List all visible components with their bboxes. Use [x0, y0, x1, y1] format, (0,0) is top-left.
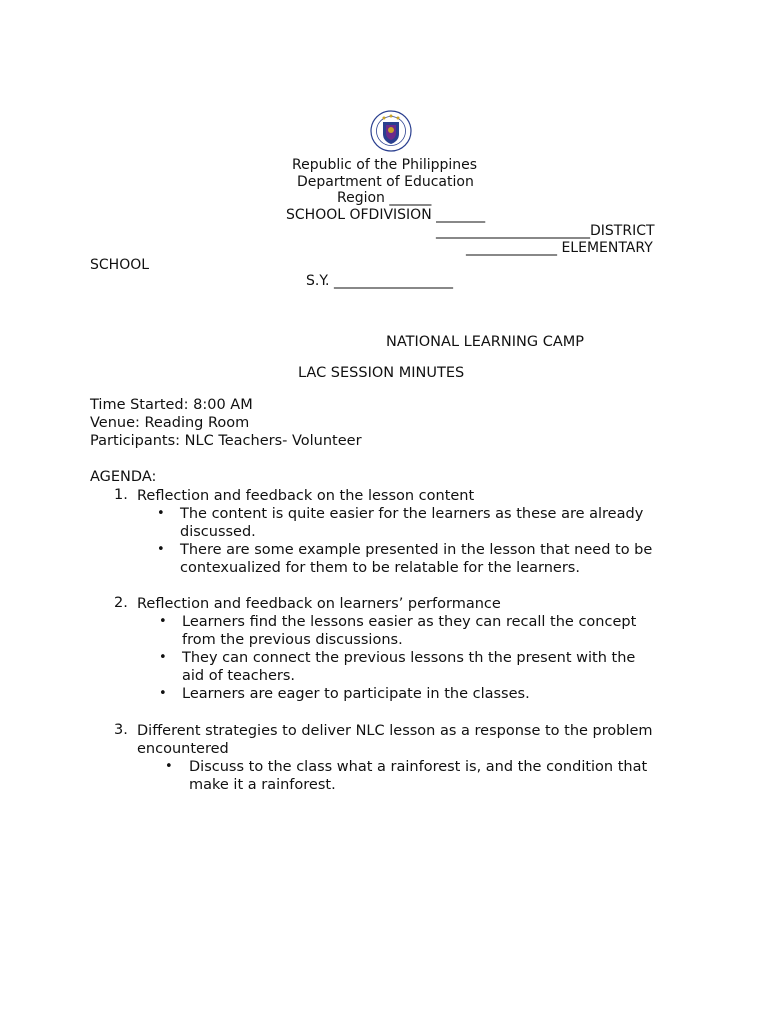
agenda-number: 1.: [114, 487, 128, 503]
agenda-bullet-line: aid of teachers.: [182, 668, 296, 684]
bullet-icon: •: [159, 650, 167, 665]
bullet-icon: •: [159, 614, 167, 629]
agenda-bullet-line: Learners are eager to participate in the classes.: [182, 686, 530, 702]
agenda-number: 2.: [114, 595, 128, 611]
header-republic: Republic of the Philippines: [292, 157, 478, 173]
header-elementary: _____________ ELEMENTARY: [466, 240, 653, 256]
agenda-item-title: Reflection and feedback on the lesson content: [137, 488, 475, 504]
agenda-number: 3.: [114, 722, 128, 738]
agenda-item-title: Different strategies to deliver NLC lesson as a response to the problem: [137, 723, 653, 739]
bullet-icon: •: [159, 686, 167, 701]
agenda-bullet-line: from the previous discussions.: [182, 632, 403, 648]
agenda-item-title: Reflection and feedback on learners’ performance: [137, 596, 501, 612]
header-school-year: S.Y. _________________: [306, 273, 453, 289]
document-title: NATIONAL LEARNING CAMP: [386, 334, 584, 350]
time-started: Time Started: 8:00 AM: [90, 397, 253, 413]
agenda-bullet-line: Discuss to the class what a rainforest is, and the condition that: [189, 759, 648, 775]
agenda-item-title-cont: encountered: [137, 741, 229, 757]
header-school: SCHOOL: [90, 257, 150, 273]
agenda-bullet-line: They can connect the previous lessons th the present with the: [182, 650, 636, 666]
participants: Participants: NLC Teachers- Volunteer: [90, 433, 362, 449]
agenda-label: AGENDA:: [90, 469, 157, 485]
header-district: ______________________DISTRICT: [436, 223, 655, 239]
deped-seal-logo: [367, 110, 415, 152]
agenda-bullet-line: There are some example presented in the lesson that need to be: [180, 542, 653, 558]
agenda-bullet-line: Learners find the lessons easier as they can recall the concept: [182, 614, 637, 630]
bullet-icon: •: [165, 759, 173, 774]
agenda-bullet-line: The content is quite easier for the learners as these are already: [180, 506, 644, 522]
bullet-icon: •: [157, 542, 165, 557]
agenda-bullet-line: contexualized for them to be relatable for the learners.: [180, 560, 580, 576]
header-division: SCHOOL OFDIVISION _______: [286, 207, 486, 223]
venue: Venue: Reading Room: [90, 415, 250, 431]
header-department: Department of Education: [297, 174, 474, 190]
bullet-icon: •: [157, 506, 165, 521]
document-subtitle: LAC SESSION MINUTES: [298, 365, 465, 381]
agenda-bullet-line: discussed.: [180, 524, 256, 540]
header-region: Region ______: [337, 190, 432, 206]
agenda-bullet-line: make it a rainforest.: [189, 777, 336, 793]
